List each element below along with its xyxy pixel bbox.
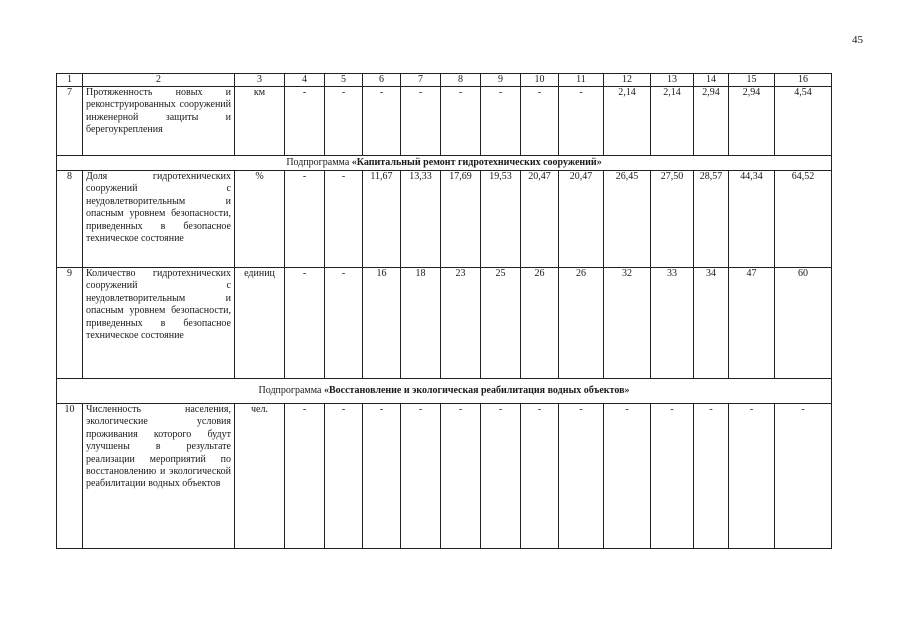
value-cell: -	[285, 404, 325, 549]
column-header: 9	[481, 74, 521, 87]
table-row	[57, 404, 832, 549]
value-cell: -	[285, 87, 325, 156]
value-cell: 25	[481, 268, 521, 379]
value-cell: -	[481, 87, 521, 156]
page-number: 45	[852, 34, 863, 46]
subprogram-prefix: Подпрограмма	[258, 385, 324, 396]
unit-cell: %	[235, 171, 285, 268]
indicator-name: Протяженность новых и реконструированных сооружений инженерной защиты и берегоукрепления	[83, 87, 235, 156]
value-cell: 16	[363, 268, 401, 379]
row-number: 7	[57, 87, 83, 156]
subprogram-name: «Капитальный ремонт гидротехнических сооружений»	[351, 157, 602, 168]
indicators-table-wrapper	[56, 73, 832, 549]
value-cell: -	[363, 87, 401, 156]
unit-cell: чел.	[235, 404, 285, 549]
value-cell: 60	[775, 268, 832, 379]
column-header: 14	[694, 74, 729, 87]
value-cell: -	[285, 268, 325, 379]
value-cell: 2,14	[651, 87, 694, 156]
value-cell: -	[401, 404, 441, 549]
table-row	[57, 87, 832, 156]
value-cell: 11,67	[363, 171, 401, 268]
value-cell: 26	[521, 268, 559, 379]
value-cell: 33	[651, 268, 694, 379]
value-cell: -	[363, 404, 401, 549]
value-cell: 17,69	[441, 171, 481, 268]
value-cell: -	[325, 87, 363, 156]
subprogram-prefix: Подпрограмма	[286, 157, 352, 168]
value-cell: 34	[694, 268, 729, 379]
value-cell: -	[521, 87, 559, 156]
value-cell: -	[729, 404, 775, 549]
header-row	[57, 74, 832, 87]
value-cell: 26	[559, 268, 604, 379]
value-cell: 13,33	[401, 171, 441, 268]
column-header: 8	[441, 74, 481, 87]
subprogram-title	[57, 156, 832, 171]
column-header: 16	[775, 74, 832, 87]
column-header: 7	[401, 74, 441, 87]
indicator-name: Доля гидротехнических сооружений с неудовлетворительным и опасным уровнем безопасности, приведенных в безопасное техническое состояние	[83, 171, 235, 268]
value-cell: -	[401, 87, 441, 156]
value-cell: -	[325, 171, 363, 268]
column-header: 3	[235, 74, 285, 87]
value-cell: 20,47	[521, 171, 559, 268]
value-cell: 2,94	[729, 87, 775, 156]
value-cell: 27,50	[651, 171, 694, 268]
column-header: 5	[325, 74, 363, 87]
value-cell: -	[559, 404, 604, 549]
value-cell: -	[694, 404, 729, 549]
column-header: 12	[604, 74, 651, 87]
value-cell: -	[775, 404, 832, 549]
column-header: 11	[559, 74, 604, 87]
value-cell: 20,47	[559, 171, 604, 268]
row-number: 10	[57, 404, 83, 549]
subprogram-row	[57, 156, 832, 171]
value-cell: -	[481, 404, 521, 549]
unit-cell: км	[235, 87, 285, 156]
value-cell: -	[521, 404, 559, 549]
column-header: 13	[651, 74, 694, 87]
column-header: 10	[521, 74, 559, 87]
table-row	[57, 268, 832, 379]
value-cell: 18	[401, 268, 441, 379]
value-cell: 28,57	[694, 171, 729, 268]
value-cell: 2,94	[694, 87, 729, 156]
value-cell: -	[325, 404, 363, 549]
value-cell: 4,54	[775, 87, 832, 156]
row-number: 8	[57, 171, 83, 268]
subprogram-row	[57, 379, 832, 404]
indicator-name: Численность населения, экологические условия проживания которого будут улучшены в результате реализации мероприятий по восстановлению и экологической реабилитации водных объектов	[83, 404, 235, 549]
column-header: 4	[285, 74, 325, 87]
table-row	[57, 171, 832, 268]
value-cell: 2,14	[604, 87, 651, 156]
value-cell: -	[441, 87, 481, 156]
column-header: 15	[729, 74, 775, 87]
indicators-table	[56, 73, 832, 549]
value-cell: 47	[729, 268, 775, 379]
unit-cell: единиц	[235, 268, 285, 379]
value-cell: 26,45	[604, 171, 651, 268]
column-header: 2	[83, 74, 235, 87]
subprogram-title	[57, 379, 832, 404]
row-number: 9	[57, 268, 83, 379]
value-cell: -	[285, 171, 325, 268]
column-header: 6	[363, 74, 401, 87]
value-cell: -	[441, 404, 481, 549]
subprogram-name: «Восстановление и экологическая реабилитация водных объектов»	[323, 385, 630, 396]
value-cell: -	[559, 87, 604, 156]
value-cell: 19,53	[481, 171, 521, 268]
value-cell: -	[325, 268, 363, 379]
column-header: 1	[57, 74, 83, 87]
value-cell: -	[604, 404, 651, 549]
indicator-name: Количество гидротехнических сооружений с неудовлетворительным и опасным уровнем безопасности, приведенных в безопасное техническое состояние	[83, 268, 235, 379]
value-cell: -	[651, 404, 694, 549]
value-cell: 64,52	[775, 171, 832, 268]
value-cell: 23	[441, 268, 481, 379]
value-cell: 44,34	[729, 171, 775, 268]
value-cell: 32	[604, 268, 651, 379]
